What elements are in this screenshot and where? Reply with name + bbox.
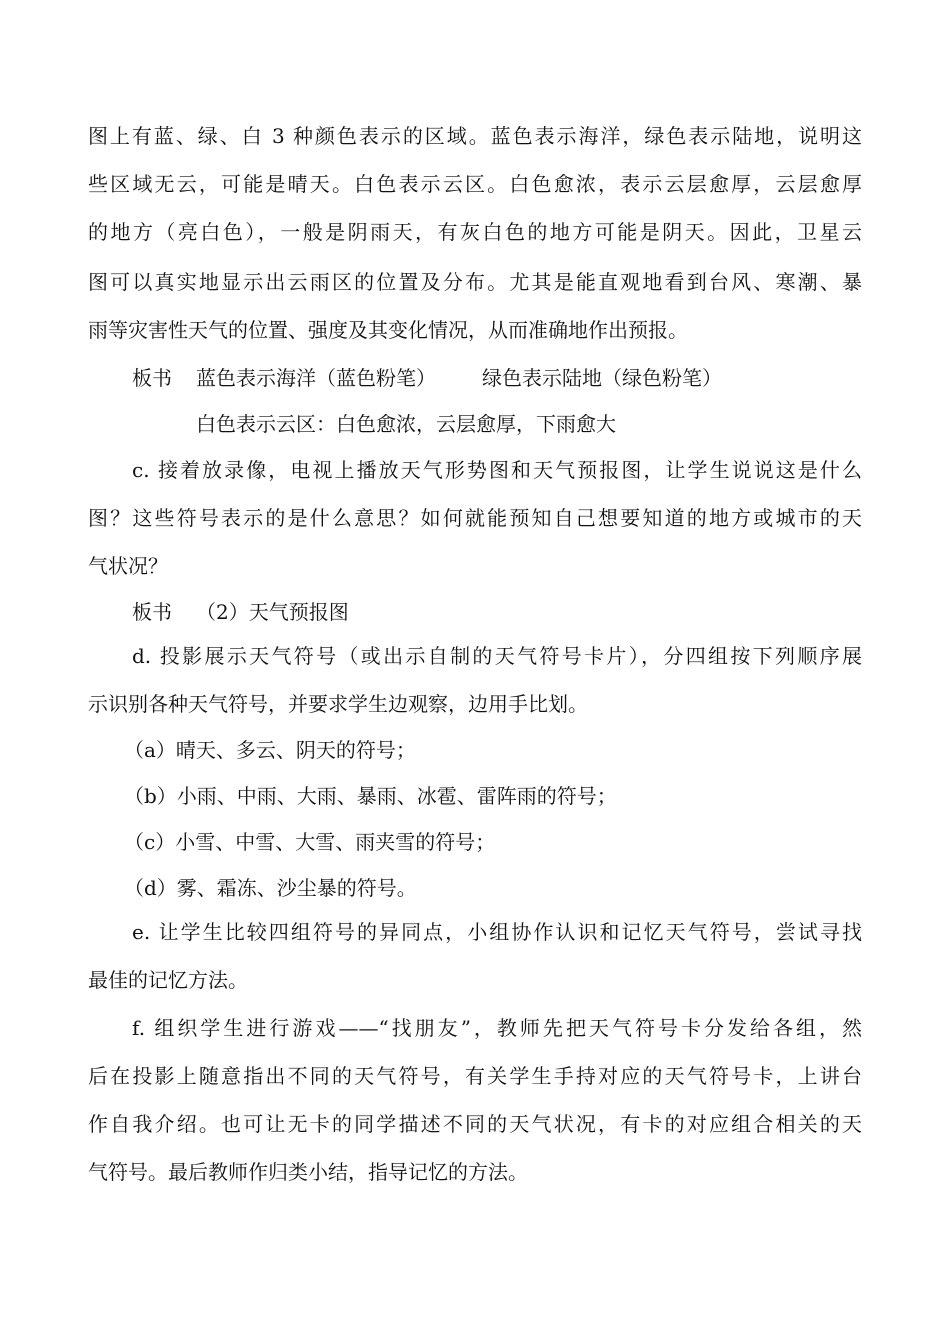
text-line: c. 接着放录像，电视上播放天气形势图和天气预报图，让学生说说这是什么 [132,458,862,482]
text-line: e. 让学生比较四组符号的异同点，小组协作认识和记忆天气符号，尝试寻找 [132,920,862,944]
text-line: 后在投影上随意指出不同的天气符号，有关学生手持对应的天气符号卡，上讲台 [88,1064,862,1088]
board-white-note: 白色表示云区：白色愈浓，云层愈厚，下雨愈大 [196,412,616,436]
text-line: 雨等灾害性天气的位置、强度及其变化情况，从而准确地作出预报。 [88,318,688,342]
list-item: （b）小雨、中雨、大雨、暴雨、冰雹、雷阵雨的符号； [124,784,617,808]
list-item: （d）雾、霜冻、沙尘暴的符号。 [124,876,417,900]
text-line: 作自我介绍。也可让无卡的同学描述不同的天气状况，有卡的对应组合相关的天 [88,1112,862,1136]
list-item: （a）晴天、多云、阴天的符号； [124,738,416,762]
text-line: 图上有蓝、绿、白 3 种颜色表示的区域。蓝色表示海洋，绿色表示陆地，说明这 [88,124,862,148]
text-line: f. 组织学生进行游戏——“找朋友”，教师先把天气符号卡分发给各组，然 [132,1016,862,1040]
text-line: 图？这些符号表示的是什么意思？如何就能预知自己想要知道的地方或城市的天 [88,506,862,530]
text-line: 些区域无云，可能是晴天。白色表示云区。白色愈浓，表示云层愈厚，云层愈厚 [88,172,862,196]
text-line: 示识别各种天气符号，并要求学生边观察，边用手比划。 [88,692,588,716]
text-line: 气状况？ [88,554,168,578]
text-line: 的地方（亮白色），一般是阴雨天，有灰白色的地方可能是阴天。因此，卫星云 [88,220,862,244]
list-item: （c）小雪、中雪、大雪、雨夹雪的符号； [124,830,496,854]
board-blue-note: 蓝色表示海洋（蓝色粉笔） [196,366,436,390]
text-line: 最佳的记忆方法。 [88,968,248,992]
board-label: 板书 [132,600,172,624]
board-forecast-map-note: （2）天气预报图 [196,600,349,624]
text-line: 图可以真实地显示出云雨区的位置及分布。尤其是能直观地看到台风、寒潮、暴 [88,270,862,294]
board-green-note: 绿色表示陆地（绿色粉笔） [482,366,722,390]
board-label: 板书 [132,366,172,390]
text-line: 气符号。最后教师作归类小结，指导记忆的方法。 [88,1160,528,1184]
text-line: d. 投影展示天气符号（或出示自制的天气符号卡片），分四组按下列顺序展 [132,644,862,668]
